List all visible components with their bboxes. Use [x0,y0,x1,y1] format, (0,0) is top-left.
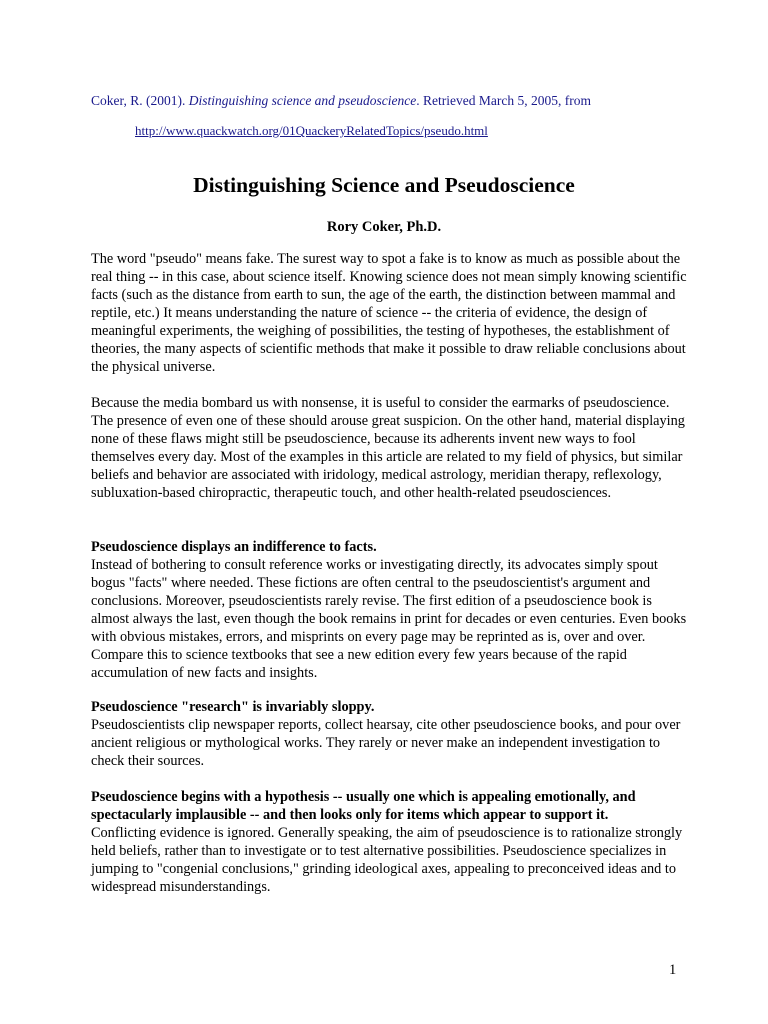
page-number: 1 [669,962,677,978]
citation-retrieved: . Retrieved March 5, 2005, from [416,93,591,108]
document-title: Distinguishing Science and Pseudoscience [193,173,575,197]
citation [91,92,691,109]
section-3 [91,788,691,896]
section-3-body: Conflicting evidence is ignored. Generally speaking, the aim of pseudoscience is to rationalize strongly held beliefs, rather than to investigate or to test alternative possibilities. Pseudoscience specializes in jumping to "congenial conclusions," grinding ideological axes, appealing to preconceived ideas and to widespread misunderstandings. [91,825,683,895]
section-1-body: Instead of bothering to consult reference works or investigating directly, its advocates simply spout bogus "facts" where needed. These fictions are often central to the pseudoscientist's argument and conclusions. Moreover, pseudoscientists rarely revise. The first edition of a pseudoscience book is almost always the last, even though the book remains in print for decades or even centuries. Even books with obvious mistakes, errors, and misprints on every page may be reprinted as is, over and over. Compare this to science textbooks that see a new edition every few years because of the rapid accumulation of new facts and insights. [91,557,687,681]
section-3-heading: Pseudoscience begins with a hypothesis -- usually one which is appealing emotionally, and spectacularly implausible -- and then looks only for items which appear to support it. [91,789,636,823]
intro-paragraph-2: Because the media bombard us with nonsense, it is useful to consider the earmarks of pseudoscience. The presence of even one of these should arouse great suspicion. On the other hand, material displaying none of these flaws might still be pseudoscience, because its adherents invent new ways to fool themselves every day. Most of the examples in this article are related to my field of physics, but similar beliefs and behavior are associated with iridology, medical astrology, meridian therapy, reflexology, subluxation-based chiropractic, therapeutic touch, and other health-related pseudosciences. [91,395,685,501]
citation-title: Distinguishing science and pseudoscience [188,93,417,108]
section-2-body: Pseudoscientists clip newspaper reports, collect hearsay, cite other pseudoscience books, and pour over ancient religious or mythological works. They rarely or never make an independent investigation to check their sources. [91,717,681,769]
section-1-heading: Pseudoscience displays an indifference to facts. [91,539,377,555]
intro-paragraph-1: The word "pseudo" means fake. The surest way to spot a fake is to know as much as possible about the real thing -- in this case, about science itself. Knowing science does not mean simply knowing scientific facts (such as the distance from earth to sun, the age of the earth, the distinction between mammal and reptile, etc.) It means understanding the nature of science -- the criteria of evidence, the design of meaningful experiments, the weighing of possibilities, the testing of hypotheses, the establishment of theories, the many aspects of scientific methods that make it possible to draw reliable conclusions about the physical universe. [91,251,687,375]
section-2 [91,698,691,770]
author-name: Rory Coker, Ph.D. [326,219,442,235]
citation-url-link[interactable]: http://www.quackwatch.org/01QuackeryRelatedTopics/pseudo.html [135,123,488,138]
section-1 [91,538,691,682]
section-2-heading: Pseudoscience "research" is invariably sloppy. [91,699,375,715]
citation-author-year: Coker, R. (2001). [91,93,189,108]
